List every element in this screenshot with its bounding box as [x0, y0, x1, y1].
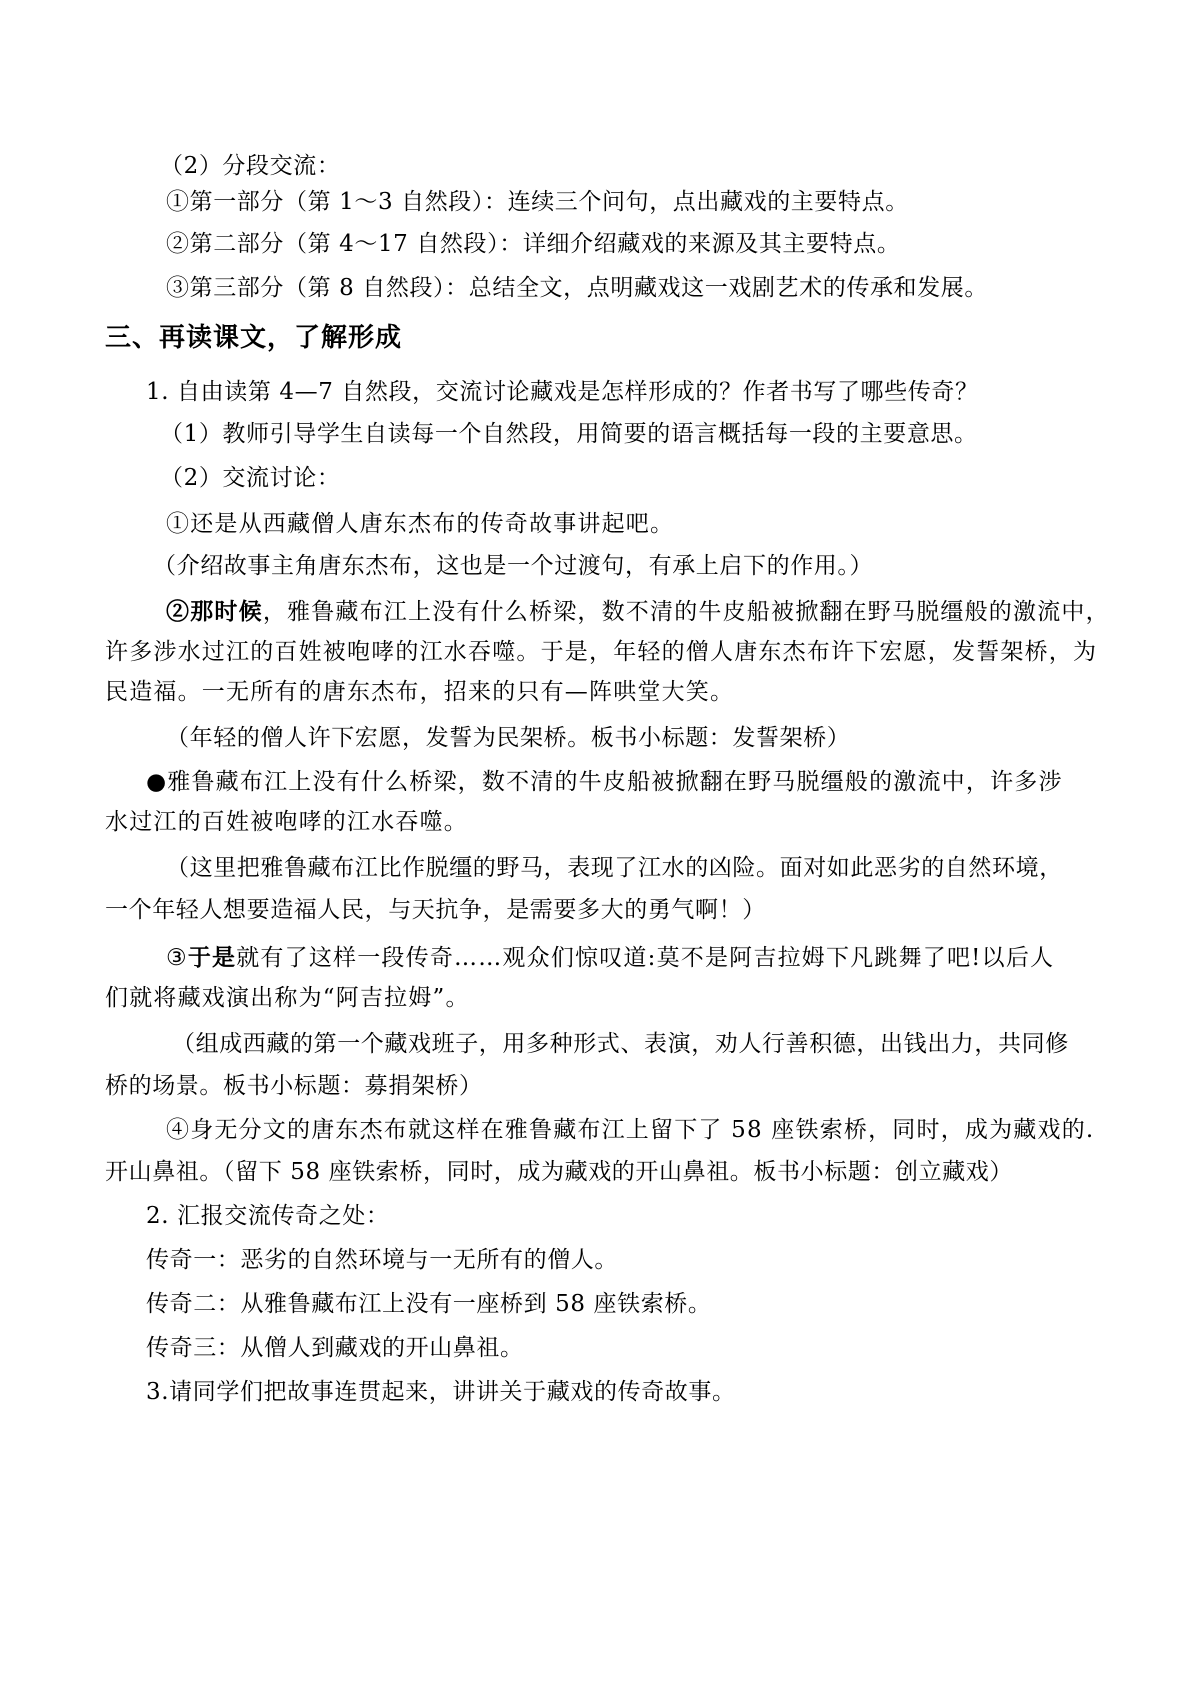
question-1-sub1: （1）教师引导学生自读每一个自然段，用简要的语言概括每一段的主要意思。 — [160, 421, 978, 447]
question-3: 3.请同学们把故事连贯起来，讲讲关于藏戏的传奇故事。 — [146, 1379, 736, 1405]
question-1: 1. 自由读第 4—7 自然段，交流讨论藏戏是怎样形成的？作者书写了哪些传奇？ — [146, 379, 979, 405]
legend-1: 传奇一：恶劣的自然环境与一无所有的僧人。 — [146, 1247, 618, 1273]
question-2: 2. 汇报交流传奇之处： — [146, 1203, 390, 1229]
story-sentence-4-line1: ④身无分文的唐东杰布就这样在雅鲁藏布江上留下了 58 座铁索桥，同时，成为藏戏的. — [166, 1117, 1095, 1143]
part2-line: ②第二部分（第 4～17 自然段）：详细介绍藏戏的来源及其主要特点。 — [166, 231, 901, 257]
story-sentence-2-note: （年轻的僧人许下宏愿，发誓为民架桥。板书小标题：发誓架桥） — [166, 725, 851, 751]
story-sentence-3-note-line1: （组成西藏的第一个藏戏班子，用多种形式、表演，劝人行善积德，出钱出力，共同修 — [172, 1031, 1069, 1057]
story-sentence-2-line2: 许多涉水过江的百姓被咆哮的江水吞噬。于是，年轻的僧人唐东杰布许下宏愿，发誓架桥，为 — [105, 639, 1098, 665]
story-sentence-4-line2: 开山鼻祖。（留下 58 座铁索桥，同时，成为藏戏的开山鼻祖。板书小标题：创立藏戏） — [105, 1159, 1013, 1185]
legend-2: 传奇二：从雅鲁藏布江上没有一座桥到 58 座铁索桥。 — [146, 1291, 712, 1317]
circled-number-3: ③ — [166, 945, 188, 971]
story-sentence-2-text: ，雅鲁藏布江上没有什么桥梁，数不清的牛皮船被掀翻在野马脱缰般的激流中， — [262, 599, 1110, 625]
story-sentence-2-line3: 民造福。一无所有的唐东杰布，招来的只有—阵哄堂大笑。 — [105, 679, 735, 705]
story-sentence-1: ①还是从西藏僧人唐东杰布的传奇故事讲起吧。 — [166, 511, 675, 537]
emphasis-so: 于是 — [187, 944, 237, 971]
legend-3: 传奇三：从僧人到藏戏的开山鼻祖。 — [146, 1335, 524, 1361]
story-sentence-1-note: （介绍故事主角唐东杰布，这也是一个过渡句，有承上启下的作用。） — [153, 553, 874, 579]
emphasis-then: ②那时候 — [166, 598, 263, 625]
section-heading: 三、再读课文，了解形成 — [105, 323, 403, 353]
story-sentence-3-text: 就有了这样一段传奇……观众们惊叹道:莫不是阿吉拉姆下凡跳舞了吧!以后人 — [236, 945, 1055, 971]
question-1-sub2: （2）交流讨论： — [160, 465, 341, 491]
item2-title: （2）分段交流： — [160, 153, 341, 179]
bullet-line-1: ●雅鲁藏布江上没有什么桥梁，数不清的牛皮船被掀翻在野马脱缰般的激流中，许多涉 — [146, 769, 1063, 795]
story-sentence-3-line1 — [166, 942, 1054, 974]
bullet-line-2: 水过江的百姓被咆哮的江水吞噬。 — [105, 809, 468, 835]
part1-line: ①第一部分（第 1～3 自然段）：连续三个问句，点出藏戏的主要特点。 — [166, 189, 909, 215]
story-sentence-3-line2: 们就将藏戏演出称为“阿吉拉姆”。 — [105, 985, 470, 1011]
bullet-note-line-2: 一个年轻人想要造福人民，与天抗争，是需要多大的勇气啊！） — [105, 897, 766, 923]
part3-line: ③第三部分（第 8 自然段）：总结全文，点明藏戏这一戏剧艺术的传承和发展。 — [166, 275, 988, 301]
story-sentence-3-note-line2: 桥的场景。板书小标题：募捐架桥） — [105, 1073, 483, 1099]
bullet-note-line-1: （这里把雅鲁藏布江比作脱缰的野马，表现了江水的凶险。面对如此恶劣的自然环境， — [166, 855, 1063, 881]
story-sentence-2-line1 — [166, 596, 1110, 628]
